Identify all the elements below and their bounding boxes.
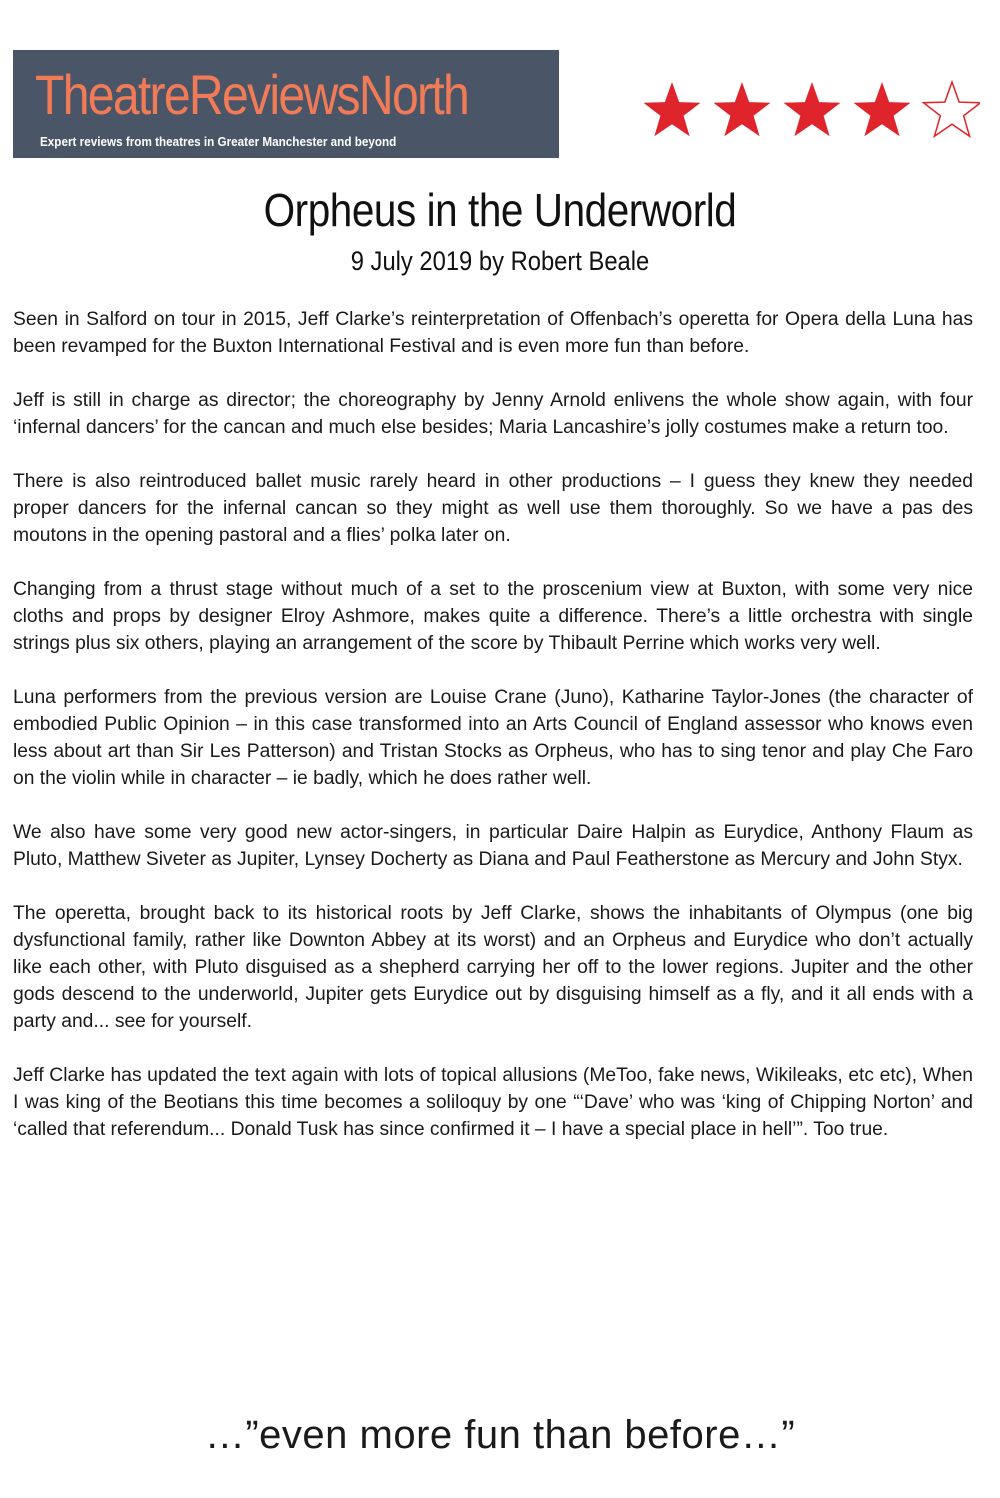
star-rating — [640, 80, 980, 140]
article-paragraph: Changing from a thrust stage without much of a set to the proscenium view at Buxton, with some very nice cloths and props by designer Elroy Ashmore, makes quite a difference. There’s a little orchestra with single strings plus six others, playing an arrangement of the score by Thibault Perrine which works very well. — [13, 579, 973, 654]
article-title: Orpheus in the Underworld — [263, 184, 737, 236]
star-filled-icon — [783, 82, 840, 136]
logo-wordmark: TheatreReviewsNorth — [35, 63, 469, 126]
site-logo[interactable] — [13, 50, 559, 158]
logo-tagline: Expert reviews from theatres in Greater Manchester and beyond — [40, 134, 397, 149]
article-body — [13, 306, 973, 1170]
pull-quote: …”even more fun than before…” — [204, 1413, 796, 1457]
star-filled-icon — [713, 82, 770, 136]
article-paragraph: There is also reintroduced ballet music rarely heard in other productions – I guess they knew they needed proper dancers for the infernal cancan so they might as well use them thoroughly. So we have a pas des moutons in the opening pastoral and a flies’ polka later on. — [13, 471, 973, 546]
article-paragraph: Jeff is still in charge as director; the choreography by Jenny Arnold enlivens the whole show again, with four ‘infernal dancers’ for the cancan and much else besides; Maria Lancashire’s jolly costumes make a return too. — [13, 390, 973, 438]
star-filled-icon — [853, 82, 910, 136]
article-paragraph: Jeff Clarke has updated the text again with lots of topical allusions (MeToo, fake news, Wikileaks, etc etc), When I was king of the Beotians this time becomes a soliloquy by one “‘Dave’ who was ‘king of Chipping Norton’ and ‘called that referendum... Donald Tusk has since confirmed it – I have a special place in hell’”. Too true. — [13, 1065, 973, 1140]
article-paragraph: The operetta, brought back to its historical roots by Jeff Clarke, shows the inhabitants of Olympus (one big dysfunctional family, rather like Downton Abbey at its worst) and an Orpheus and Eurydice who don’t actually like each other, with Pluto disguised as a shepherd carrying her off to the lower regions. Jupiter and the other gods descend to the underworld, Jupiter gets Eurydice out by disguising himself as a fly, and it all ends with a party and... see for yourself. — [13, 903, 973, 1032]
article-paragraph: Luna performers from the previous version are Louise Crane (Juno), Katharine Taylor-Jones (the character of embodied Public Opinion – in this case transformed into an Arts Council of England assessor who knows even less about art than Sir Les Patterson) and Tristan Stocks as Orpheus, who has to sing tenor and play Che Faro on the violin while in character – ie badly, which he does rather well. — [13, 687, 973, 789]
star-empty-icon — [923, 82, 980, 136]
article-paragraph: We also have some very good new actor-singers, in particular Daire Halpin as Eurydice, Anthony Flaum as Pluto, Matthew Siveter as Jupiter, Lynsey Docherty as Diana and Paul Featherstone as Mercury and John Styx. — [13, 822, 973, 870]
article-byline: 9 July 2019 by Robert Beale — [350, 246, 650, 276]
star-filled-icon — [643, 82, 700, 136]
article-paragraph: Seen in Salford on tour in 2015, Jeff Clarke’s reinterpretation of Offenbach’s operetta for Opera della Luna has been revamped for the Buxton International Festival and is even more fun than before. — [13, 309, 973, 357]
